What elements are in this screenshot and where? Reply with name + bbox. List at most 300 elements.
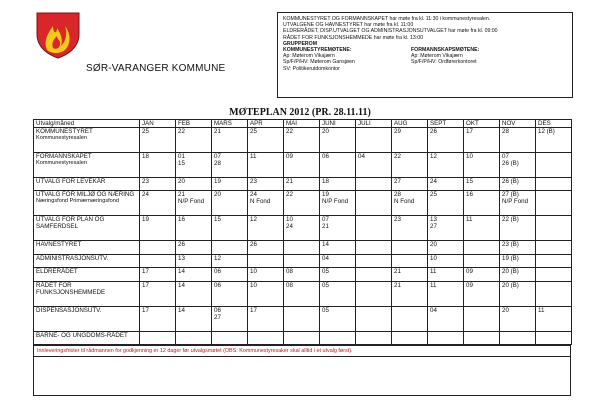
date-cell [248,281,284,306]
date-cell [428,306,464,331]
meeting-date: 15 [178,160,185,168]
meeting-date: 22 (B) [502,216,519,224]
committee-cell [34,128,140,153]
meeting-date: 20 [214,191,221,199]
date-cell [536,178,572,191]
meeting-date: 10 [250,268,257,276]
meeting-date: 04 [430,306,437,314]
meeting-date: 20 [322,128,329,135]
meeting-date: 20 [430,241,437,249]
meeting-date: 26 [250,241,257,249]
date-cell [248,241,284,254]
date-cell [500,191,536,216]
date-cell [500,216,536,241]
date-cell [284,254,320,267]
date-cell [284,178,320,191]
date-cell [176,281,212,306]
meeting-date: 22 [178,128,185,135]
date-cell [248,331,284,344]
committee-cell [34,191,140,216]
meeting-date: 21 [214,128,221,135]
meeting-date: 25 [430,191,437,199]
meeting-date: 24 [142,191,149,199]
header-month: JULI [356,120,392,128]
date-cell [140,241,176,254]
meeting-date: 21 [322,223,329,231]
municipality-coat-of-arms-icon [33,10,83,60]
date-cell [536,268,572,281]
meeting-date: 08 [286,281,293,289]
date-cell [140,306,176,331]
council-rooms-heading: KOMMUNESTYREMØTENE: [283,47,352,54]
committee-name: ELDRERÅDET [36,268,78,276]
meeting-date: 27 (B) [502,191,519,199]
date-cell [392,241,428,254]
date-cell [212,178,248,191]
executive-rooms [411,47,539,72]
meeting-time-line: ELDRERÅDET, DISP.UTVALGET OG ADMINISTRASJONSUTVALGET har møte fra kl. 09:00 [283,28,498,35]
meeting-date: 10 [250,281,257,289]
date-cell [320,216,356,241]
date-cell [356,254,392,267]
date-cell [464,191,500,216]
header-month: JUNI [320,120,356,128]
meeting-date: 13 [430,216,437,224]
table-row [34,331,572,344]
meeting-date: 17 [142,281,149,289]
date-cell [284,268,320,281]
date-cell [392,128,428,153]
date-cell [392,191,428,216]
date-cell [464,153,500,178]
committee-name: DISPENSASJONSUTV. [36,306,102,314]
table-row [34,128,572,153]
date-cell [248,254,284,267]
table-row [34,241,572,254]
committee-location: Kommunestyresalen [36,135,87,141]
meeting-date: 06 [322,153,329,161]
executive-room-line: Ap: Møterom Vikajærn [411,53,463,60]
meeting-date: 11 [466,216,473,224]
meeting-date: 07 [214,153,221,161]
meeting-date: 14 [178,306,185,314]
date-cell [284,216,320,241]
meeting-date: 17 [142,268,149,276]
committee-name: RÅDET FOR FUNKSJONSHEMMEDE [36,281,106,296]
committee-cell [34,216,140,241]
page-title: MØTEPLAN 2012 (PR. 28.11.11) [229,107,371,118]
date-cell [500,178,536,191]
meeting-date: 21 [394,281,401,289]
date-cell [464,281,500,306]
date-cell [176,331,212,344]
meeting-date: 16 [466,191,473,199]
meeting-date: 20 [502,306,509,314]
meeting-date: 11 [538,306,545,314]
meeting-date: 22 [394,153,401,161]
date-cell [212,268,248,281]
date-cell [536,241,572,254]
committee-name: UTVALG FOR MILJØ OG NÆRING [36,191,135,199]
date-cell [320,331,356,344]
header-month: APR [248,120,284,128]
table-row [34,306,572,331]
committee-cell [34,331,140,344]
date-cell [428,331,464,344]
meeting-date: 05 [322,268,329,276]
date-cell [248,128,284,153]
date-cell [464,306,500,331]
date-cell [176,191,212,216]
meeting-date: 11 [430,268,437,276]
meeting-date: 06 [214,268,221,276]
date-cell [392,153,428,178]
meeting-date: 22 [286,128,293,135]
table-row [34,191,572,216]
meeting-date: 09 [466,281,473,289]
meeting-date: 07 [322,216,329,224]
date-cell [392,331,428,344]
date-cell [392,178,428,191]
meeting-date: 26 [178,241,185,249]
meeting-date: 01 [178,153,185,161]
meeting-date: 15 [466,178,473,186]
meeting-date: N Fond [250,198,271,206]
meeting-date: 23 [394,216,401,224]
date-cell [536,153,572,178]
meeting-date: 10 [466,153,473,161]
meeting-date: 12 [214,254,221,262]
date-cell [464,268,500,281]
date-cell [212,153,248,178]
date-cell [284,306,320,331]
meeting-time-line: UTVALGENE OG HAVNESTYRET har møte fra kl. 11:00 [283,22,414,29]
date-cell [356,331,392,344]
date-cell [320,128,356,153]
table-row [34,178,572,191]
meeting-date: 09 [286,153,293,161]
date-cell [212,306,248,331]
meeting-date: 05 [322,281,329,289]
date-cell [320,241,356,254]
meeting-date: 20 [178,178,185,186]
deadline-notice: Innleveringsfrister til rådmannen for godkjenning er 12 dager før utvalgsmøtet (OBS: Kommunestyresaker skal alltid i et utvalg først). [33,345,571,357]
meeting-date: 06 [214,306,221,314]
meeting-date: 24 [430,178,437,186]
municipality-name: SØR-VARANGER KOMMUNE [86,63,226,74]
date-cell [176,216,212,241]
meeting-date: N/P Fond [502,198,529,206]
meeting-date: 16 [178,216,185,224]
date-cell [356,153,392,178]
blank-row [33,356,571,396]
committee-cell [34,178,140,191]
date-cell [356,281,392,306]
date-cell [392,268,428,281]
date-cell [536,191,572,216]
meeting-date: 21 [394,268,401,276]
header-month: NOV [500,120,536,128]
date-cell [500,306,536,331]
meeting-date: 18 [322,178,329,186]
table-row [34,254,572,267]
date-cell [428,128,464,153]
committee-cell [34,254,140,267]
meeting-date: 28 [394,191,401,199]
meeting-time-line: KOMMUNESTYRET OG FORMANNSKAPET har møte fra kl. 11:30 i kommunestyresalen. [283,16,491,22]
header-month: FEB [176,120,212,128]
meeting-date: 11 [430,281,437,289]
date-cell [428,241,464,254]
date-cell [536,128,572,153]
date-cell [464,178,500,191]
date-cell [320,281,356,306]
meeting-date: 12 (B) [538,128,555,135]
meeting-date: 23 [142,178,149,186]
committee-cell [34,281,140,306]
meeting-date: 21 [286,178,293,186]
meeting-date: 29 [394,128,401,135]
date-cell [536,306,572,331]
date-cell [176,254,212,267]
meeting-date: 09 [466,268,473,276]
meeting-date: 27 [214,313,221,321]
date-cell [284,331,320,344]
date-cell [212,191,248,216]
date-cell [176,178,212,191]
meeting-date: 14 [178,268,185,276]
date-cell [392,281,428,306]
date-cell [464,241,500,254]
meeting-date: 28 [502,128,509,135]
meeting-date: 20 (B) [502,268,519,276]
meeting-date: 17 [142,306,149,314]
date-cell [392,216,428,241]
date-cell [392,254,428,267]
date-cell [140,331,176,344]
meeting-date: 07 [502,153,509,161]
executive-rooms-heading: FORMANNSKAPSMØTENE: [411,47,480,54]
date-cell [176,268,212,281]
date-cell [428,281,464,306]
header-month: JAN [140,120,176,128]
date-cell [500,153,536,178]
header-month: AUG [392,120,428,128]
meeting-date: 11 [250,153,257,161]
date-cell [464,216,500,241]
meeting-date: 27 [394,178,401,186]
date-cell [320,178,356,191]
date-cell [212,254,248,267]
council-rooms [283,47,411,72]
committee-location: Kommunestyresalen [36,160,87,167]
meeting-date: 08 [286,268,293,276]
date-cell [176,128,212,153]
meeting-date: 15 [214,216,221,224]
header-month: MARS [212,120,248,128]
meeting-times [283,16,567,41]
committee-name: UTVALG FOR PLAN OG SAMFERDSEL [36,216,105,231]
date-cell [284,128,320,153]
meeting-date: 19 [142,216,149,224]
meeting-plan-table [33,119,572,345]
table-row [34,281,572,306]
meeting-date: 28 [214,160,221,168]
meeting-date: 10 [286,216,293,224]
meeting-date: 26 (B) [502,178,519,186]
date-cell [356,268,392,281]
date-cell [248,268,284,281]
committee-name: FORMANNSKAPET [36,153,92,161]
meeting-date: 14 [178,281,185,289]
date-cell [212,331,248,344]
committee-cell [34,153,140,178]
meeting-date: N Fond [394,198,415,206]
meeting-date: 19 (B) [502,254,519,262]
date-cell [284,191,320,216]
meeting-date: 23 (B) [502,241,519,249]
date-cell [320,268,356,281]
date-cell [284,281,320,306]
executive-room-line: Sp/F/P/HV: Ordførerkontoret [411,59,477,66]
date-cell [428,153,464,178]
date-cell [428,254,464,267]
meeting-date: 13 [178,254,185,262]
meeting-date: N/P Fond [322,198,349,206]
date-cell [248,153,284,178]
date-cell [428,216,464,241]
date-cell [140,281,176,306]
date-cell [392,306,428,331]
committee-name: BARNE- OG UNGDOMS-RÅDET [36,331,128,339]
date-cell [248,216,284,241]
date-cell [140,128,176,153]
header-month: SEPT [428,120,464,128]
date-cell [176,241,212,254]
meeting-date: 18 [142,153,149,161]
table-row [34,216,572,241]
meeting-date: 24 [250,191,257,199]
meeting-date: 24 [286,223,293,231]
date-cell [320,254,356,267]
date-cell [248,178,284,191]
date-cell [356,241,392,254]
date-cell [248,306,284,331]
group-rooms-heading: GRUPPEROM [283,40,318,47]
header-month: OKT [464,120,500,128]
meeting-date: 19 [322,191,329,199]
meeting-date: 10 [430,254,437,262]
date-cell [536,216,572,241]
date-cell [428,268,464,281]
meeting-date: 20 (B) [502,281,519,289]
date-cell [428,191,464,216]
date-cell [140,268,176,281]
date-cell [500,128,536,153]
table-header-row [34,120,572,128]
date-cell [464,331,500,344]
meeting-time-line: RÅDET FOR FUNKSJONSHEMMEDE har møte fra kl. 13:00 [283,34,423,41]
committee-name: KOMMUNESTYRET [36,128,93,135]
date-cell [536,281,572,306]
meeting-date: 17 [250,306,257,314]
meeting-date: 04 [358,153,365,161]
date-cell [536,254,572,267]
committee-name: UTVALG FOR LEVEKÅR [36,178,106,186]
committee-name: ADMINISTRASJONSUTV. [36,254,109,262]
date-cell [356,191,392,216]
header-committee-month: Utvalg/måned [34,120,140,128]
date-cell [464,254,500,267]
meeting-date: 12 [250,216,257,224]
meeting-date: 14 [322,241,329,249]
date-cell [176,306,212,331]
header-month: MAI [284,120,320,128]
meeting-date: 22 [286,191,293,199]
date-cell [536,331,572,344]
date-cell [140,216,176,241]
header-month: DES [536,120,572,128]
meeting-info-box [277,12,573,98]
meeting-date: 27 [430,223,437,231]
date-cell [500,281,536,306]
date-cell [356,178,392,191]
meeting-date: N/P Fond [178,198,205,206]
meeting-date: 06 [214,281,221,289]
date-cell [212,281,248,306]
committee-cell [34,268,140,281]
date-cell [464,128,500,153]
council-room-line: Sp/F/P/HV: Møterom Gansjøen [283,59,355,66]
date-cell [320,191,356,216]
meeting-date: 05 [322,306,329,314]
meeting-date: 23 [250,178,257,186]
meeting-date: 25 [142,128,149,135]
date-cell [140,153,176,178]
council-room-line: SV: Politikerutdomkontor [283,65,340,72]
date-cell [140,178,176,191]
table-row [34,268,572,281]
meeting-date: 12 [430,153,437,161]
meeting-date: 25 [250,128,257,135]
date-cell [500,241,536,254]
committee-location: Næringsfond Primærnæringsfond [36,198,120,205]
meeting-date: 21 [178,191,185,199]
date-cell [284,153,320,178]
date-cell [140,254,176,267]
committee-cell [34,306,140,331]
committee-name: HAVNESTYRET [36,241,82,249]
meeting-date: 26 [430,128,437,135]
council-room-line: Ap: Møterom Vikajærn [283,53,335,60]
date-cell [320,306,356,331]
date-cell [176,153,212,178]
date-cell [500,331,536,344]
date-cell [500,254,536,267]
meeting-date: 19 [214,178,221,186]
date-cell [140,191,176,216]
meeting-date: 17 [466,128,473,135]
date-cell [212,241,248,254]
meeting-date: 26 (B) [502,160,519,168]
committee-cell [34,241,140,254]
date-cell [320,153,356,178]
date-cell [284,241,320,254]
date-cell [356,306,392,331]
date-cell [356,128,392,153]
meeting-date: 04 [322,254,329,262]
table-row [34,153,572,178]
